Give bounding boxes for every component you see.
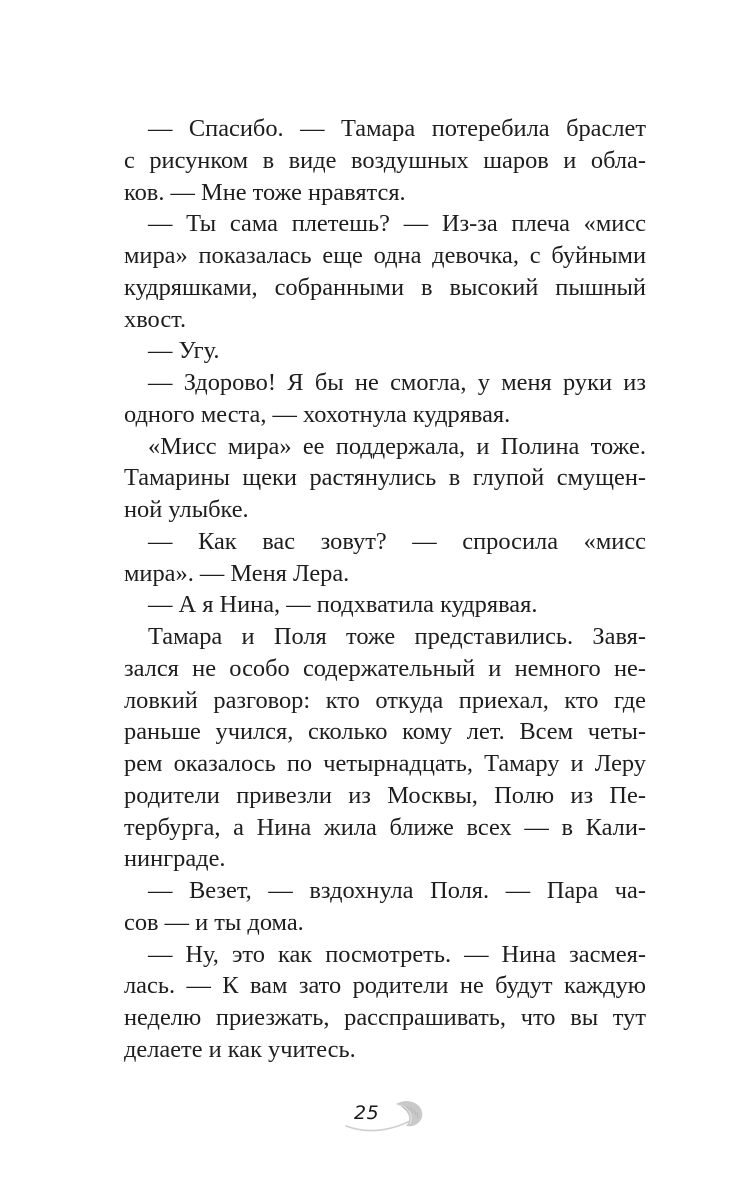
text-line: кудряшками, собранными в высокий пышный xyxy=(124,273,646,301)
text-line: неделю приезжать, расспрашивать, что вы тут xyxy=(124,1004,646,1031)
text-line: ловкий разговор: кто откуда приехал, кто где xyxy=(124,686,646,714)
text-line: — Угу. xyxy=(148,337,220,365)
text-line: — Ну, это как посмотреть. — Нина засмея- xyxy=(148,940,646,968)
paragraph xyxy=(124,939,646,1066)
text-line: — Ты сама плетешь? — Из-за плеча «мисс xyxy=(148,210,646,238)
paragraph xyxy=(124,875,646,939)
text-line: Тамарины щеки растянулись в глупой смущен- xyxy=(124,464,646,492)
text-line: нинграде. xyxy=(124,845,226,873)
paragraph xyxy=(124,431,646,526)
paragraph xyxy=(124,589,646,621)
text-line: родители привезли из Москвы, Полю из Пе- xyxy=(124,781,646,809)
text-line: мира». — Меня Лера. xyxy=(124,559,350,587)
text-line: — Спасибо. — Тамара потеребила браслет xyxy=(148,115,646,142)
text-line: зался не особо содержательный и немного не- xyxy=(124,654,646,682)
text-line: — А я Нина, — подхватила кудрявая. xyxy=(148,591,538,619)
text-line: тербурга, а Нина жила ближе всех — в Кали- xyxy=(124,813,646,841)
page-number: 25 xyxy=(354,1102,380,1124)
text-line: — Везет, — вздохнула Поля. — Пара ча- xyxy=(148,877,646,904)
text-line: — Как вас зовут? — спросила «мисс xyxy=(148,527,646,555)
text-line: делаете и как учитесь. xyxy=(124,1035,356,1063)
text-line: мира» показалась еще одна девочка, с буйными xyxy=(124,242,646,269)
text-line: лась. — К вам зато родители не будут каждую xyxy=(124,972,646,1000)
text-line: сов — и ты дома. xyxy=(124,908,304,936)
text-line: Тамара и Поля тоже представились. Завя- xyxy=(148,623,646,650)
paragraph xyxy=(124,113,646,208)
text-line: рем оказалось по четырнадцать, Тамару и Леру xyxy=(124,750,646,777)
page-folio xyxy=(340,1096,430,1138)
text-line: хвост. xyxy=(124,305,187,333)
paragraph xyxy=(124,621,646,875)
text-line: «Мисс мира» ее поддержала, и Полина тоже. xyxy=(148,432,646,460)
paragraph xyxy=(124,526,646,590)
text-line: ной улыбке. xyxy=(124,496,249,523)
text-line: раньше учился, сколько кому лет. Всем четы- xyxy=(124,718,646,746)
text-line: одного места, — хохотнула кудрявая. xyxy=(124,400,511,428)
paragraph xyxy=(124,335,646,367)
text-line: — Здорово! Я бы не смогла, у меня руки из xyxy=(148,369,646,396)
paragraph xyxy=(124,367,646,431)
text-line: с рисунком в виде воздушных шаров и обла- xyxy=(124,146,646,174)
paragraph xyxy=(124,208,646,335)
body-text xyxy=(124,113,646,1066)
text-line: ков. — Мне тоже нравятся. xyxy=(124,178,406,206)
